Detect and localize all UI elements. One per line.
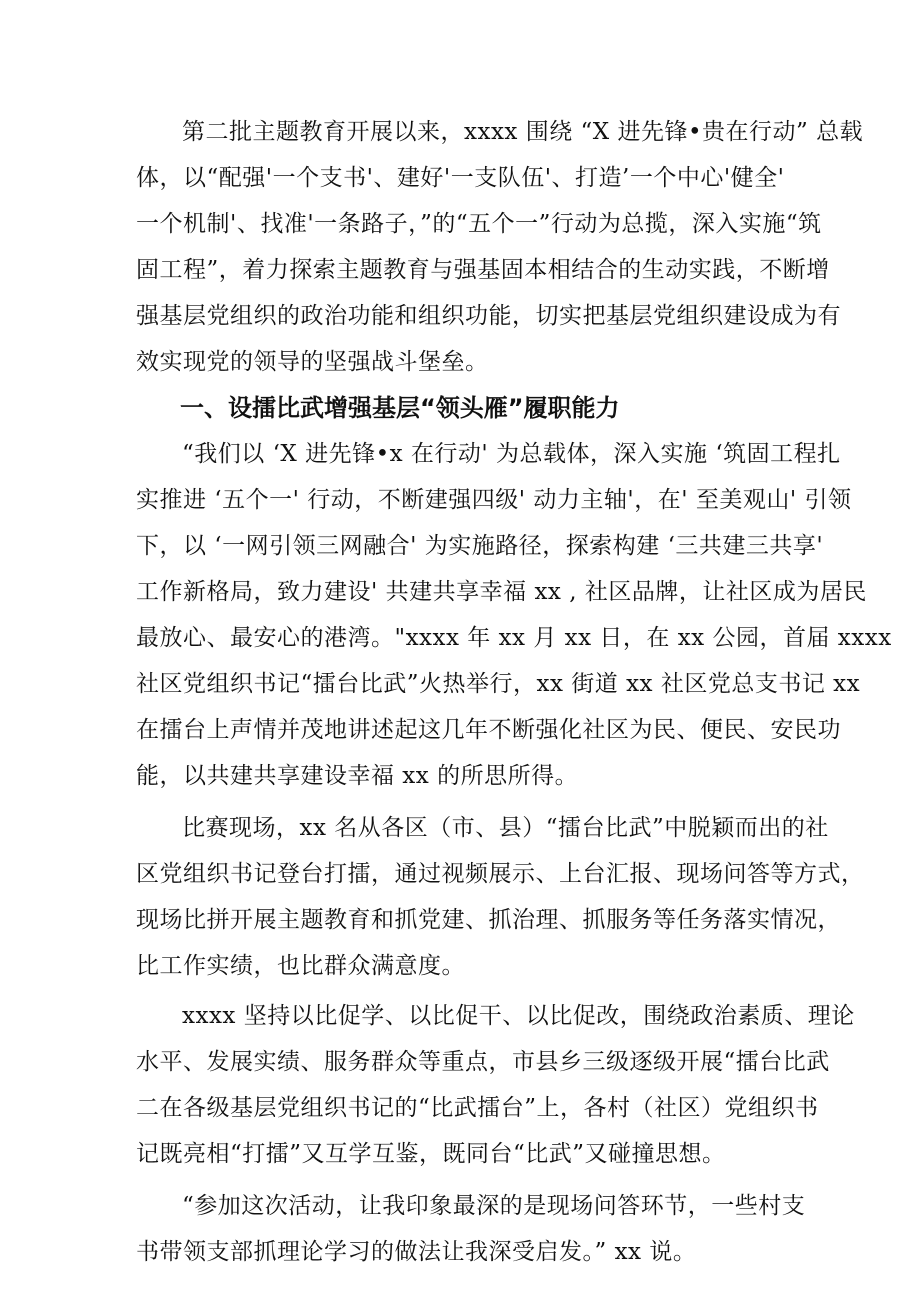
paragraph-4-line: 记既亮相“打擂”又互学互鉴，既同台“比武”又碰撞思想。 [136, 1141, 726, 1167]
paragraph-2-line: 在擂台上声情并茂地讲述起这几年不断强化社区为民、便民、安民功 [136, 717, 841, 743]
paragraph-2-line: 能，以共建共享建设幸福 xx 的所思所得。 [136, 763, 579, 789]
paragraph-1-line: 强基层党组织的政治功能和组织功能，切实把基层党组织建设成为有 [136, 303, 841, 329]
paragraph-1-line: 一个机制'、找准'一条路子，”的“五个一”行动为总揽，深入实施“筑 [136, 211, 822, 237]
paragraph-2-line: “我们以 ‘X 进先锋•x 在行动' 为总载体，深入实施 ‘筑固工程扎 [182, 441, 841, 467]
section-heading: 一、设擂比武增强基层“领头雁”履职能力 [180, 394, 620, 422]
paragraph-3-line: 比工作实绩，也比群众满意度。 [136, 953, 465, 979]
paragraph-1-line: 固工程”，着力探索主题教育与强基固本相结合的生动实践，不断增 [136, 257, 830, 283]
paragraph-3-line: 区党组织书记登台打擂，通过视频展示、上台汇报、现场问答等方式， [136, 861, 865, 887]
paragraph-2-line: 下，以 ‘一网引领三网融合' 为实施路径，探索构建 ‘三共建三共享' [136, 533, 824, 559]
paragraph-5-line: 书带领支部抓理论学习的做法让我深受启发。” xx 说。 [136, 1239, 697, 1265]
paragraph-5-line: “参加这次活动，让我印象最深的是现场问答环节，一些村支 [182, 1193, 806, 1219]
paragraph-2-line: 社区党组织书记“擂台比武”火热举行，xx 街道 xx 社区党总支书记 xx [136, 671, 861, 697]
paragraph-1-line: 体，以“配强'一个支书'、建好'一支队伍'、打造’一个中心'健全' [136, 165, 785, 191]
paragraph-2-line: 实推进 ‘五个一' 行动，不断建强四级' 动力主轴'，在' 至美观山' 引领 [136, 487, 852, 513]
paragraph-3-line: 现场比拼开展主题教育和抓党建、抓治理、抓服务等任务落实情况， [136, 907, 841, 933]
paragraph-3-line: 比赛现场，xx 名从各区（市、县）“擂台比武”中脱颖而出的社 [182, 815, 829, 841]
paragraph-2-line: 工作新格局，致力建设' 共建共享幸福 xx , 社区品牌，让社区成为居民 [136, 579, 867, 605]
paragraph-2-line: 最放心、最安心的港湾。"xxxx 年 xx 月 xx 日，在 xx 公园，首届 xxxx [136, 625, 892, 651]
paragraph-4-line: 二在各级基层党组织书记的“比武擂台”上，各村（社区）党组织书 [136, 1095, 819, 1121]
paragraph-1-line: 效实现党的领导的坚强战斗堡垒。 [136, 349, 489, 375]
paragraph-4-line: 水平、发展实绩、服务群众等重点，市县乡三级逐级开展“擂台比武 [136, 1049, 830, 1075]
paragraph-4-line: xxxx 坚持以比促学、以比促干、以比促改，围绕政治素质、理论 [182, 1003, 855, 1029]
paragraph-1-line: 第二批主题教育开展以来，xxxx 围绕 “X 进先锋•贵在行动” 总载 [182, 119, 864, 145]
